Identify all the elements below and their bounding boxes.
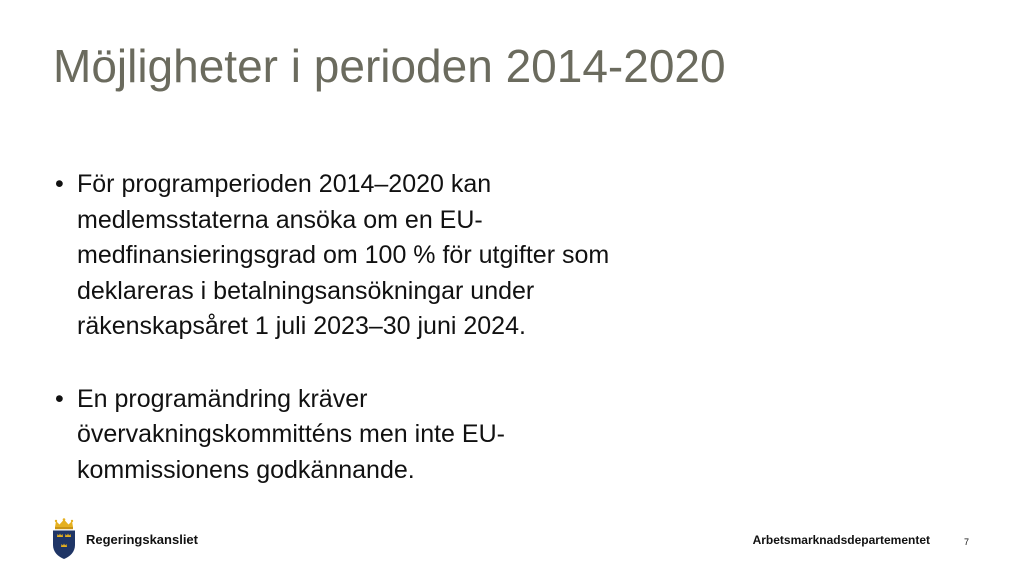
page-number: 7 (964, 537, 970, 547)
slide-title: Möjligheter i perioden 2014-2020 (53, 40, 726, 92)
footer-logo (51, 518, 198, 560)
bullet-line: medfinansieringsgrad om 100 % för utgifter som (77, 241, 610, 269)
bullet-marker: • (55, 384, 64, 413)
bullet-item (55, 167, 735, 345)
bullet-line: räkenskapsåret 1 juli 2023–30 juni 2024. (77, 312, 526, 340)
bullet-line: deklareras i betalningsansökningar under (77, 276, 535, 305)
bullet-item (55, 382, 735, 489)
bullet-marker: • (55, 170, 64, 198)
swedish-three-crowns-crest-icon (51, 518, 77, 560)
bullet-line: övervakningskommitténs men inte EU- (77, 420, 505, 448)
bullet-line: medlemsstaterna ansöka om en EU- (77, 205, 483, 234)
bullet-line: En programändring kräver (77, 384, 368, 413)
bullet-list (55, 167, 735, 488)
bullet-line: kommissionens godkännande. (77, 455, 415, 484)
bullet-line: För programperioden 2014–2020 kan (77, 170, 492, 198)
organization-name: Regeringskansliet (86, 531, 198, 547)
department-name: Arbetsmarknadsdepartementet (752, 533, 930, 547)
